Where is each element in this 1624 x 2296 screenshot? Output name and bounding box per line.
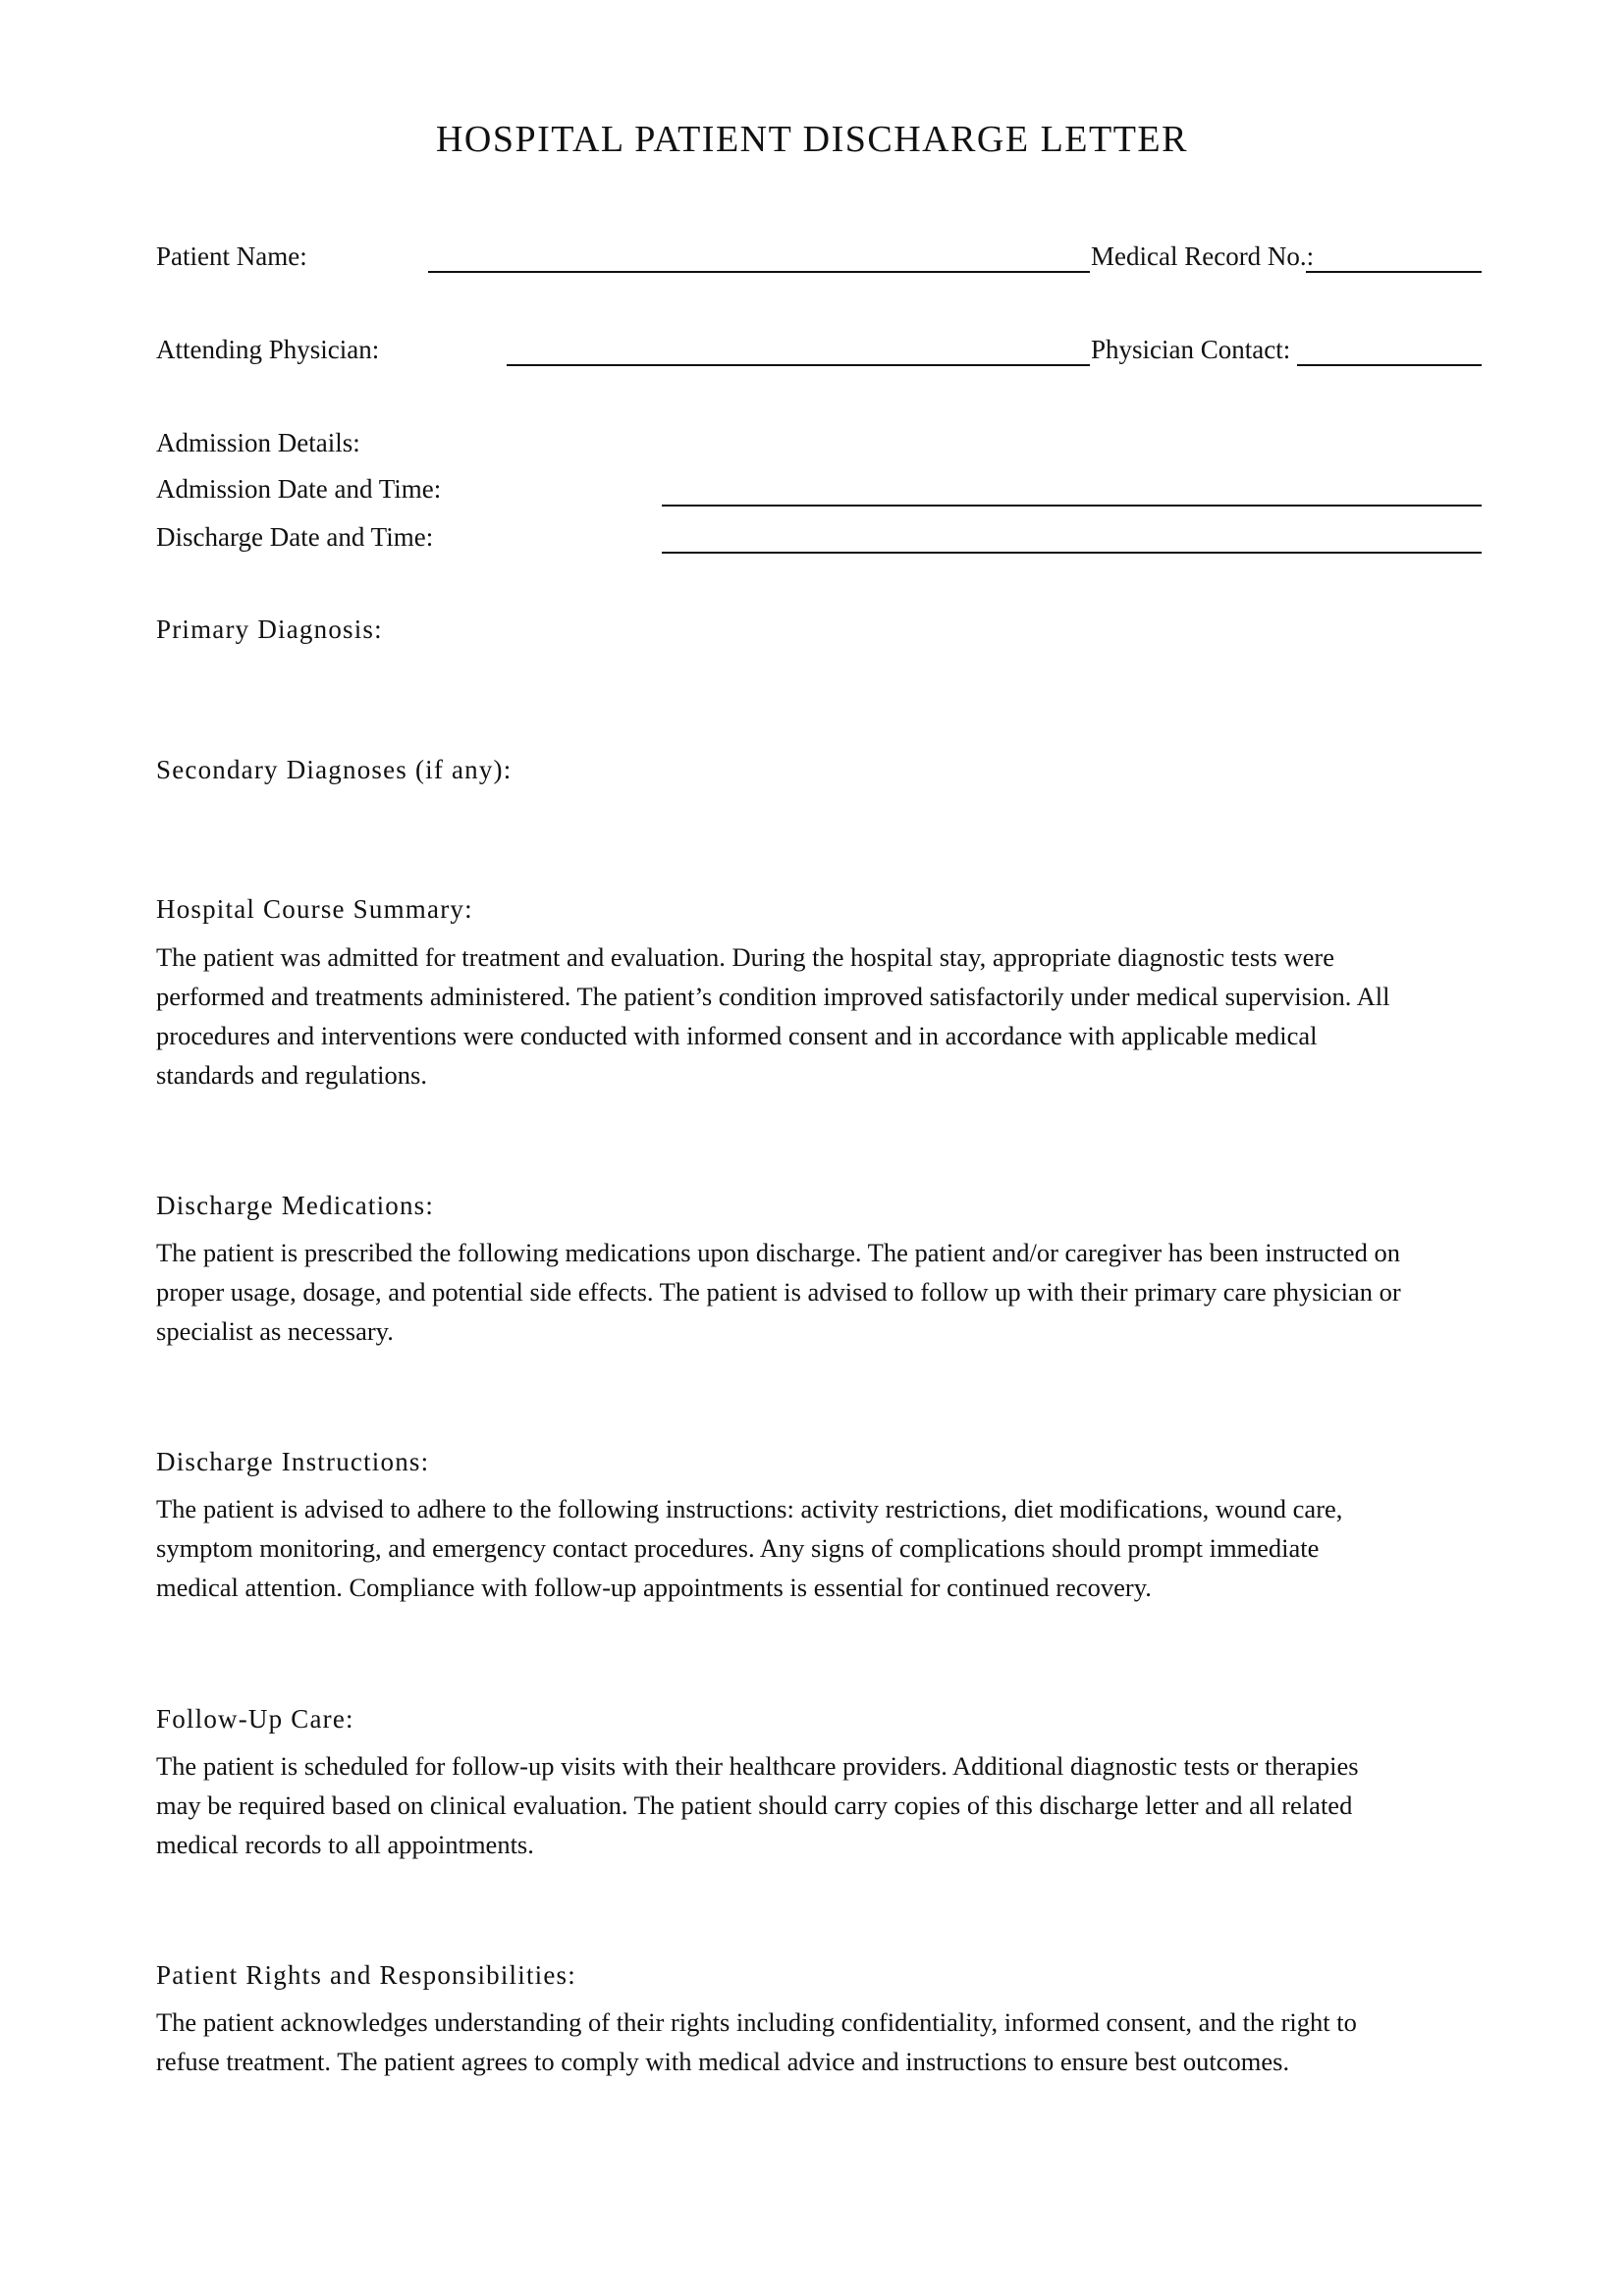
admission-details-label: Admission Details: [156,428,360,457]
paragraph-line: The patient is scheduled for follow-up visits with their healthcare providers. Additional diagnostic tests or therapies [156,1751,1359,1781]
primary-diagnosis-label: Primary Diagnosis: [156,614,383,644]
hospital-course-paragraph [156,937,1484,1095]
paragraph-line: The patient acknowledges understanding of their rights including confidentiality, informed consent, and the right to [156,2007,1357,2037]
attending-physician-field[interactable] [507,364,1090,366]
discharge-datetime-label: Discharge Date and Time: [156,522,434,552]
hospital-course-heading: Hospital Course Summary: [156,894,473,924]
physician-contact-label: Physician Contact: [1091,335,1291,364]
paragraph-line: medical attention. Compliance with follow-up appointments is essential for continued recovery. [156,1573,1152,1602]
admission-datetime-field[interactable] [662,505,1482,507]
paragraph-line: symptom monitoring, and emergency contact procedures. Any signs of complications should prompt immediate [156,1533,1320,1563]
medical-record-no-label: Medical Record No.: [1091,241,1315,271]
discharge-datetime-field[interactable] [662,552,1482,554]
paragraph-line: The patient is prescribed the following medications upon discharge. The patient and/or caregiver has been instructed on [156,1238,1400,1267]
paragraph-line: performed and treatments administered. The patient’s condition improved satisfactorily under medical supervision. All [156,982,1390,1011]
paragraph-line: procedures and interventions were conducted with informed consent and in accordance with applicable medical [156,1021,1318,1050]
admission-datetime-label: Admission Date and Time: [156,474,442,504]
paragraph-line: specialist as necessary. [156,1316,394,1346]
paragraph-line: medical records to all appointments. [156,1830,534,1859]
secondary-diagnoses-label: Secondary Diagnoses (if any): [156,755,513,784]
paragraph-line: proper usage, dosage, and potential side effects. The patient is advised to follow up with their primary care physician or [156,1277,1401,1307]
patient-name-label: Patient Name: [156,241,307,271]
physician-contact-field[interactable] [1297,364,1482,366]
discharge-medications-paragraph [156,1233,1484,1351]
medical-record-no-field[interactable] [1306,271,1482,273]
document-title: HOSPITAL PATIENT DISCHARGE LETTER [435,119,1188,160]
discharge-medications-heading: Discharge Medications: [156,1191,435,1220]
discharge-instructions-paragraph [156,1489,1484,1607]
paragraph-line: standards and regulations. [156,1060,427,1090]
attending-physician-label: Attending Physician: [156,335,380,364]
paragraph-line: refuse treatment. The patient agrees to comply with medical advice and instructions to ensure best outcomes. [156,2047,1290,2076]
follow-up-care-heading: Follow-Up Care: [156,1704,354,1734]
paragraph-line: The patient is advised to adhere to the following instructions: activity restrictions, diet modifications, wound care, [156,1494,1343,1523]
paragraph-line: The patient was admitted for treatment and evaluation. During the hospital stay, appropriate diagnostic tests were [156,942,1334,972]
discharge-instructions-heading: Discharge Instructions: [156,1447,430,1476]
patient-rights-paragraph [156,2002,1484,2081]
paragraph-line: may be required based on clinical evaluation. The patient should carry copies of this discharge letter and all related [156,1790,1353,1820]
patient-name-field[interactable] [428,271,1090,273]
patient-rights-heading: Patient Rights and Responsibilities: [156,1960,576,1990]
follow-up-care-paragraph [156,1746,1484,1864]
